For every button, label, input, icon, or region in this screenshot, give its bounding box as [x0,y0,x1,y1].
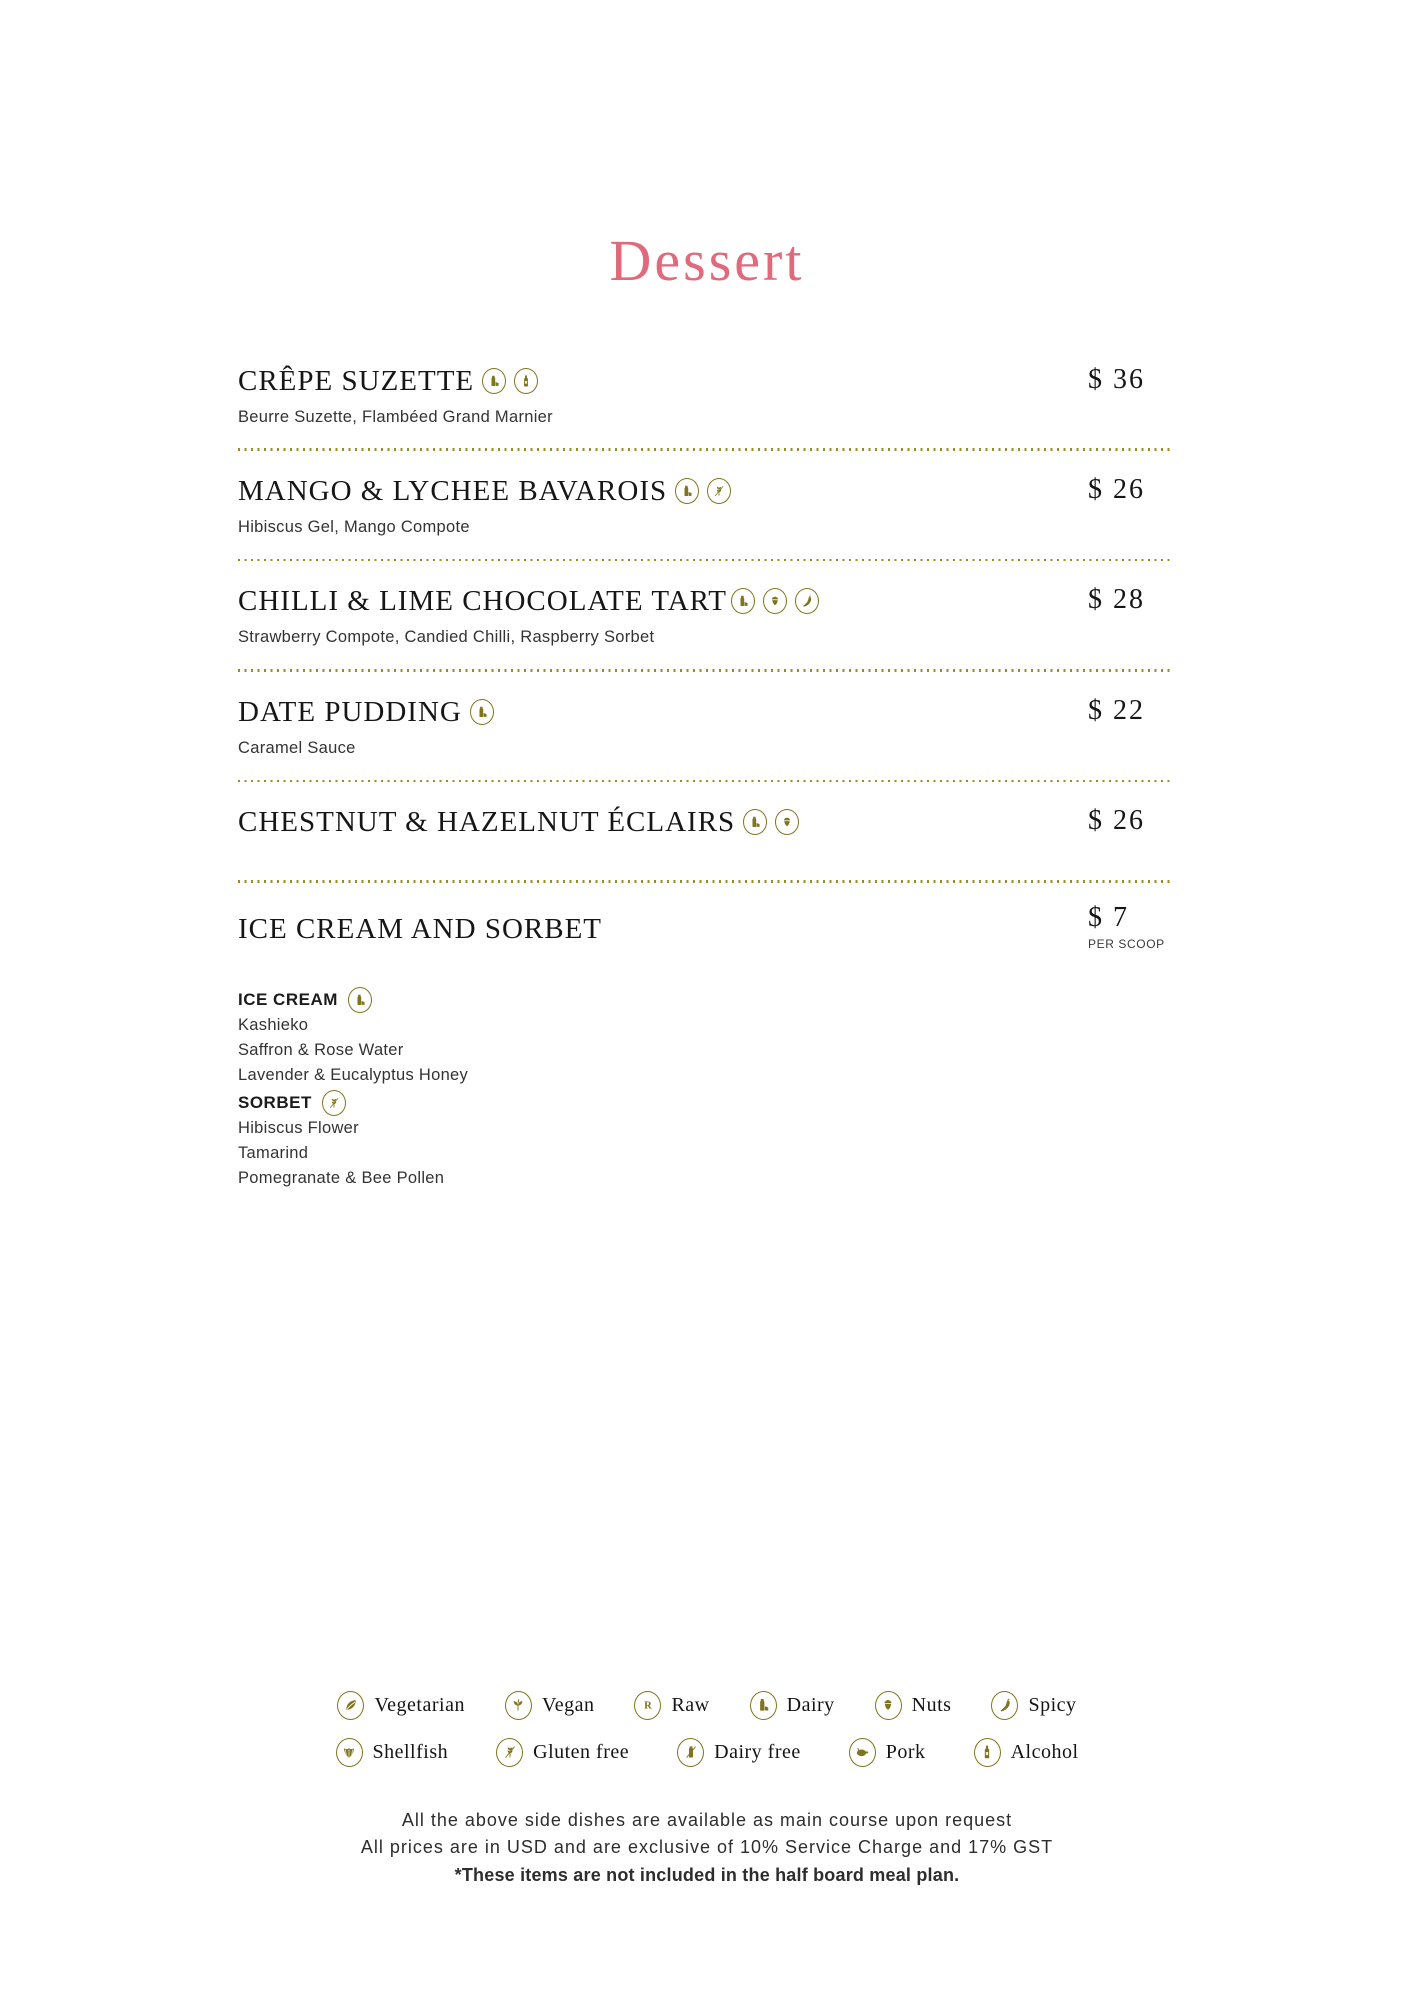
menu-item [238,363,1172,448]
flavor: Pomegranate & Bee Pollen [238,1168,445,1187]
legend-item [849,1738,926,1767]
ice-cream-section-header [238,883,1172,951]
item-dietary-icons [470,699,494,725]
legend-label: Vegan [541,1693,595,1716]
spicy-icon [991,1691,1018,1720]
dairy-free-icon [677,1738,704,1767]
menu-list [238,363,1172,1191]
legend-label: Spicy [1028,1693,1077,1716]
nuts-icon [775,809,799,835]
item-dietary-icons [731,588,819,614]
group-dietary-icon [348,987,372,1013]
legend-label: Pork [885,1740,926,1763]
legend-label: Gluten free [533,1740,630,1763]
legend-item [875,1691,952,1720]
flavor: Tamarind [238,1143,309,1162]
legend-label: Shellfish [372,1740,449,1763]
dairy-icon [675,478,699,504]
item-description: Beurre Suzette, Flambéed Grand Marnier [238,408,553,426]
item-price: $ 26 [1088,473,1145,505]
gluten-free-icon [322,1090,346,1116]
vegetarian-icon [337,1691,364,1720]
dairy-icon [470,699,494,725]
item-price: $ 28 [1088,584,1145,615]
group-dietary-icon [322,1090,346,1116]
menu-item [238,561,1172,669]
legend-item [505,1691,594,1720]
dairy-icon [348,987,372,1013]
svg-text:R: R [644,1700,652,1712]
nuts-icon [763,588,787,614]
footer-note: All the above side dishes are available as main course upon request [401,1809,1013,1830]
gluten-free-icon [707,478,731,504]
flavor: Saffron & Rose Water [238,1040,404,1059]
page-title: Dessert [609,228,805,293]
item-price: $ 36 [1088,364,1145,395]
legend-label: Alcohol [1010,1740,1079,1763]
item-title: CRÊPE SUZETTE [238,365,475,397]
dairy-icon [482,368,506,394]
legend-item [337,1691,465,1720]
shellfish-icon [336,1738,363,1767]
flavor-group-ice-cream [238,987,1172,1088]
legend-item [677,1738,801,1767]
price-unit-note: PER SCOOP [1088,936,1165,951]
group-label: SORBET [238,1092,312,1112]
legend-item [496,1738,629,1767]
item-title: MANGO & LYCHEE BAVAROIS [238,474,668,507]
flavor-group-sorbet [238,1090,1172,1191]
flavor: Hibiscus Flower [238,1118,359,1137]
raw-icon [634,1691,661,1720]
footer-notes [0,1807,1414,1890]
legend-item [991,1691,1076,1720]
dietary-legend [0,1691,1414,1767]
item-title: DATE PUDDING [238,695,462,728]
legend-label: Nuts [911,1693,952,1716]
item-description: Caramel Sauce [238,738,356,757]
section-price: $ 7 [1088,901,1129,933]
footer-note: *These items are not included in the half board meal plan. [454,1864,960,1885]
section-title: ICE CREAM AND SORBET [238,912,603,945]
item-title: CHESTNUT & HAZELNUT ÉCLAIRS [238,806,736,838]
legend-label: Dairy free [714,1740,801,1763]
item-price: $ 22 [1088,694,1145,726]
legend-item [750,1691,835,1720]
group-label: ICE CREAM [238,989,338,1009]
flavor: Kashieko [238,1015,309,1034]
spicy-icon [795,588,819,614]
item-dietary-icons [675,478,731,504]
item-dietary-icons [482,368,538,394]
legend-item [974,1738,1079,1767]
flavor: Lavender & Eucalyptus Honey [238,1065,469,1084]
flavor-groups [238,987,1172,1191]
item-dietary-icons [743,809,799,835]
footer-note: All prices are in USD and are exclusive of 10% Service Charge and 17% GST [360,1837,1054,1857]
legend-item [336,1738,449,1767]
menu-item [238,782,1172,880]
gluten-free-icon [496,1738,523,1767]
menu-item [238,451,1172,559]
item-title: CHILLI & LIME CHOCOLATE TART [238,585,727,617]
legend-item [634,1691,709,1720]
legend-label: Dairy [786,1693,835,1716]
dairy-icon [743,809,767,835]
legend-label: Vegetarian [374,1693,465,1716]
alcohol-icon [514,368,538,394]
legend-label: Raw [671,1693,710,1716]
menu-content [238,363,1172,1191]
menu-item [238,672,1172,780]
dairy-icon [731,588,755,614]
dairy-icon [750,1691,777,1720]
vegan-icon [505,1691,532,1720]
item-price: $ 26 [1088,805,1145,836]
item-description: Hibiscus Gel, Mango Compote [238,517,470,536]
nuts-icon [875,1691,902,1720]
pork-icon [849,1738,876,1767]
alcohol-icon [974,1738,1001,1767]
item-description: Strawberry Compote, Candied Chilli, Raspberry Sorbet [238,628,655,646]
